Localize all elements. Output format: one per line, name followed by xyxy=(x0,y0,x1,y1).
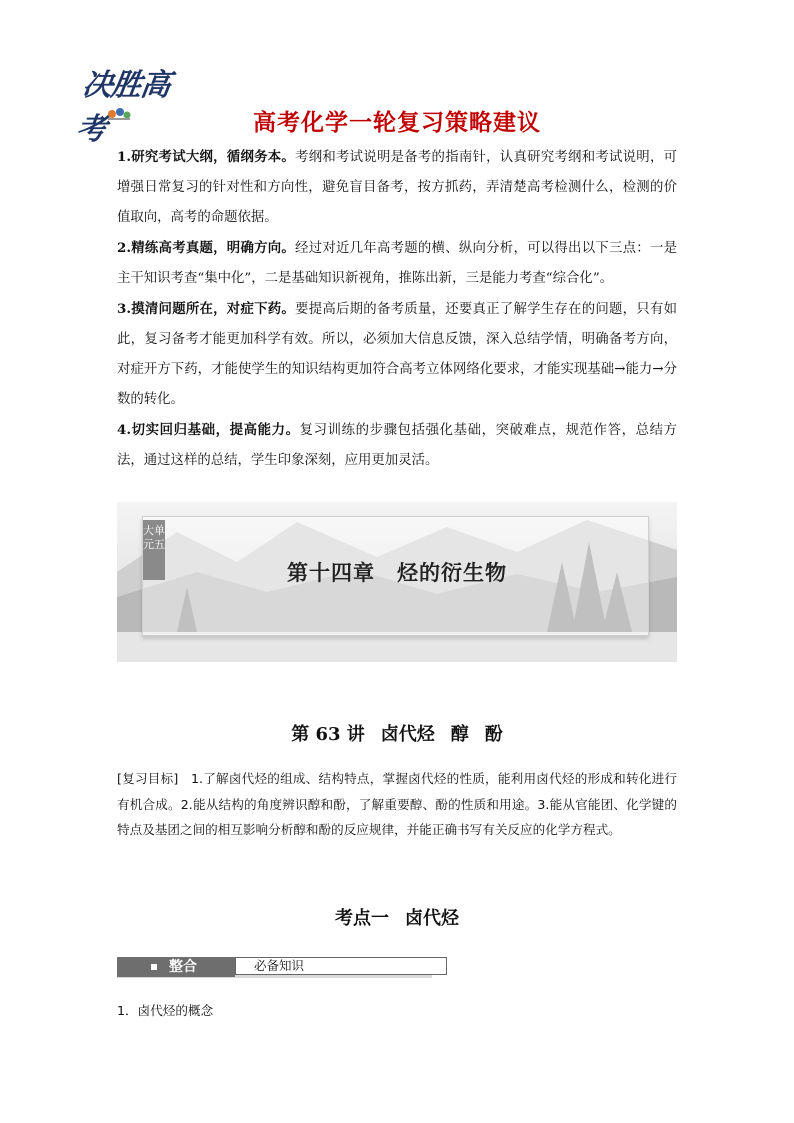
review-objectives xyxy=(117,766,677,843)
section-label: 考点一 xyxy=(335,908,389,929)
advice-text: 经过对近几年高考题的横、纵向分析，可以得出以下三点：一是主干知识考查“集中化”，二是基础知识新视角，推陈出新，三是能力考查“综合化”。 xyxy=(117,241,677,286)
advice-item xyxy=(117,294,677,415)
lecture-topic: 醇 xyxy=(450,724,469,745)
tag-secondary: 必备知识 xyxy=(235,957,447,975)
chapter-title xyxy=(117,557,677,587)
knowledge-tag-bar xyxy=(117,955,432,979)
chapter-banner xyxy=(117,502,677,662)
chapter-name: 烃的衍生物 xyxy=(397,561,507,585)
section-name: 卤代烃 xyxy=(405,908,459,929)
unit-tag: 大单元五 xyxy=(143,520,165,580)
advice-item xyxy=(117,142,677,233)
advice-lead: 1.研究考试大纲，循纲务本。 xyxy=(117,149,296,165)
tag-primary xyxy=(117,957,235,977)
lecture-title xyxy=(0,720,794,746)
advice-lead: 2.精练高考真题，明确方向。 xyxy=(117,240,296,256)
tag-primary-label: 整合 xyxy=(169,959,197,975)
lecture-number: 第 63 讲 xyxy=(291,724,365,745)
advice-text: 要提高后期的备考质量，还要真正了解学生存在的问题，只有如此，复习备考才能更加科学有效。所以，必须加大信息反馈，深入总结学情，明确备考方向，对症开方下药，才能使学生的知识结构更加符合高考立体网络化要求，才能实现基础→能力→分数的转化。 xyxy=(117,302,677,407)
chapter-number: 第十四章 xyxy=(287,561,375,585)
lecture-topic: 卤代烃 xyxy=(380,724,435,745)
section-title xyxy=(0,904,794,930)
subheading: 1．卤代烃的概念 xyxy=(117,1003,214,1018)
advice-list xyxy=(117,142,677,476)
advice-lead: 4.切实回归基础，提高能力。 xyxy=(117,422,300,438)
advice-text: 考纲和考试说明是备考的指南针，认真研究考纲和考试说明，可增强日常复习的针对性和方向性，避免盲目备考，按方抓药，弄清楚高考检测什么，检测的价值取向，高考的命题依据。 xyxy=(117,150,677,225)
square-bullet-icon xyxy=(151,964,157,970)
advice-item xyxy=(117,415,677,476)
main-title: 高考化学一轮复习策略建议 xyxy=(253,110,541,136)
advice-lead: 3.摸清问题所在，对症下药。 xyxy=(117,301,296,317)
lecture-topic: 酚 xyxy=(484,724,503,745)
advice-item xyxy=(117,233,677,294)
advice-text: 复习训练的步骤包括强化基础，突破难点，规范作答，总结方法，通过这样的总结，学生印象深刻，应用更加灵活。 xyxy=(117,423,677,468)
logo-brand-text: 决胜高考 xyxy=(73,68,173,147)
objectives-label: [复习目标] xyxy=(117,771,179,786)
objectives-text: 1.了解卤代烃的组成、结构特点，掌握卤代烃的性质，能利用卤代烃的形成和转化进行有机合成。2.能从结构的角度辨识醇和酚，了解重要醇、酚的性质和用途。3.能从官能团、化学键的特点及基团之间的相互影响分析醇和酚的反应规律，并能正确书写有关反应的化学方程式。 xyxy=(117,771,677,837)
